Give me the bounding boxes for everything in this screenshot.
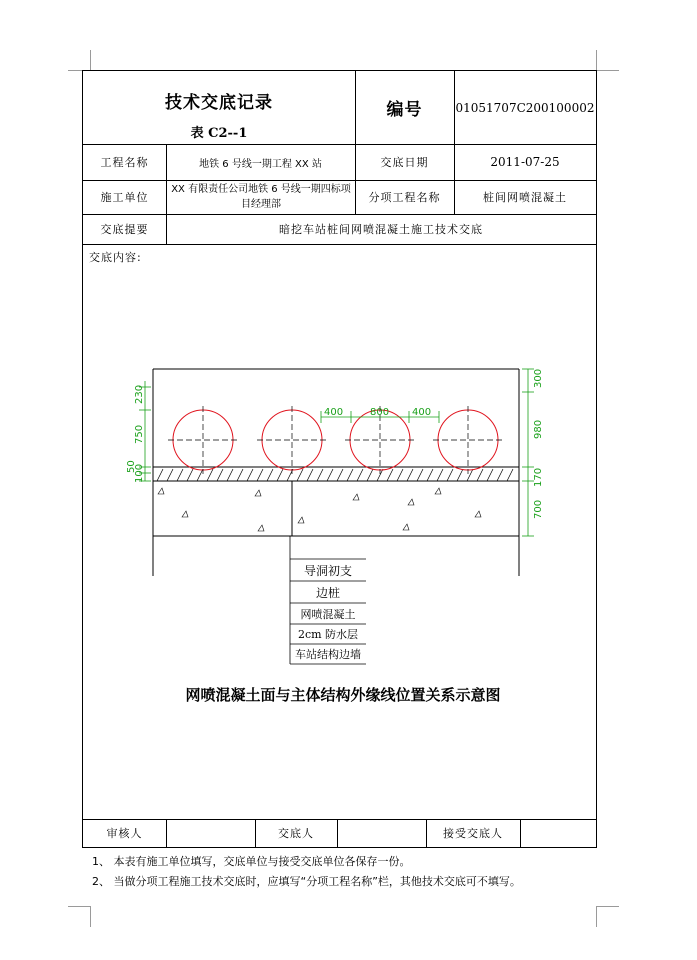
dim-left-750: 750 [134, 424, 145, 444]
discloser-label: 交底人 [278, 827, 314, 840]
dim-right-170: 170 [533, 467, 544, 487]
cross-section-drawing [83, 71, 596, 819]
dim-top-800: 800 [370, 407, 390, 418]
code-value: 01051707C200100002 [455, 100, 595, 115]
reviewer-field[interactable] [166, 819, 255, 847]
dim-right-700: 700 [533, 499, 544, 519]
dim-right-980: 980 [533, 419, 544, 439]
corner-mark-top-right [596, 50, 619, 71]
note-1: 1、 本表有施工单位填写，交底单位与接受交底单位各保存一份。 [92, 855, 411, 868]
drawing-caption: 网喷混凝土面与主体结构外缘线位置关系示意图 [185, 685, 501, 704]
legend-item-wall: 车站结构边墙 [295, 648, 361, 661]
corner-mark-top-left [68, 50, 91, 71]
dim-left-230: 230 [134, 384, 145, 404]
reviewer-label: 审核人 [106, 827, 143, 840]
form-number: 表 C2--1 [190, 125, 248, 141]
dim-left-50: 50 [126, 460, 137, 473]
project-value: 地铁 6 号线一期工程 XX 站 [199, 158, 322, 170]
discloser-field[interactable] [337, 819, 426, 847]
project-label: 工程名称 [100, 156, 149, 169]
dim-top-400a: 400 [324, 407, 344, 418]
date-label: 交底日期 [380, 156, 429, 169]
legend-item-pile: 边桩 [315, 585, 340, 600]
content-label: 交底内容: [89, 251, 142, 264]
disclosure-form [82, 70, 597, 848]
corner-mark-bottom-right [596, 906, 619, 927]
receiver-label: 接受交底人 [443, 827, 503, 840]
corner-mark-bottom-left [68, 906, 91, 927]
legend-item-support: 导洞初支 [303, 563, 352, 578]
contractor-value: XX 有限责任公司地铁 6 号线一期四标项目经理部 [171, 184, 351, 210]
dim-left-100: 100 [134, 463, 145, 483]
legend-item-waterproof: 2cm 防水层 [297, 628, 359, 641]
form-title: 技术交底记录 [165, 92, 273, 113]
subproject-label: 分项工程名称 [368, 191, 441, 204]
summary-value: 暗挖车站桩间网喷混凝土施工技术交底 [279, 223, 483, 236]
code-label: 编号 [386, 100, 423, 120]
note-2: 2、 当做分项工程施工技术交底时，应填写“分项工程名称”栏，其他技术交底可不填写。 [92, 875, 521, 888]
date-value: 2011-07-25 [490, 155, 560, 169]
contractor-label: 施工单位 [100, 191, 149, 204]
dim-top-400b: 400 [412, 407, 432, 418]
subproject-value: 桩间网喷混凝土 [483, 191, 567, 204]
hatch-band [157, 469, 513, 481]
legend-item-shotcrete: 网喷混凝土 [300, 607, 356, 621]
summary-label: 交底提要 [100, 223, 149, 236]
receiver-field[interactable] [520, 819, 596, 847]
dim-right-300: 300 [533, 368, 544, 388]
